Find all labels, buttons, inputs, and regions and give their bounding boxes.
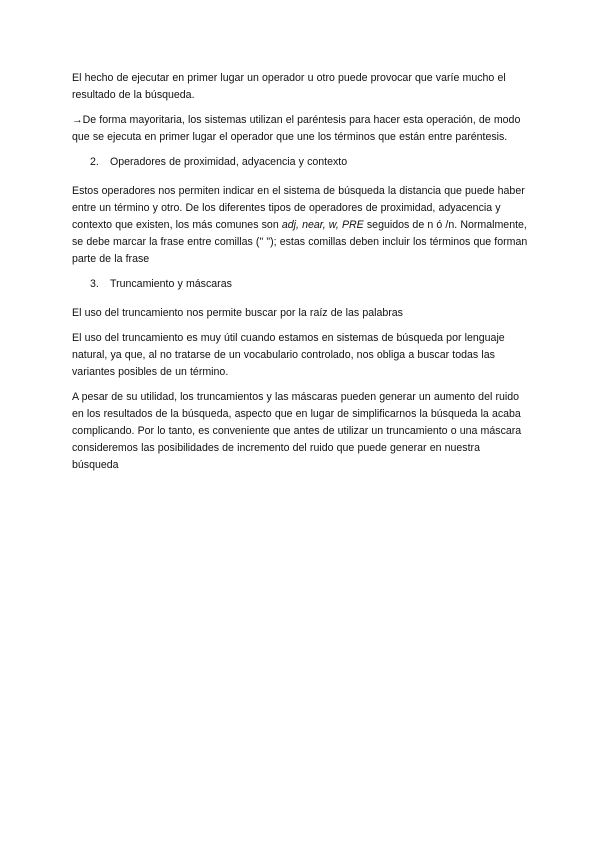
paragraph-proximity-operators [72, 183, 528, 268]
list-number: 2. [90, 156, 99, 168]
list-item-truncation [90, 276, 528, 293]
paragraph-text: seguidos de n ó /n. Normalmente, se debe marcar la frase entre comillas (" "); estas comillas deben incluir los términos que forman parte de la frase [72, 219, 528, 265]
paragraph-truncation-root: El uso del truncamiento nos permite buscar por la raíz de las palabras [72, 307, 403, 319]
paragraph-truncation-natural-language: El uso del truncamiento es muy útil cuando estamos en sistemas de búsqueda por lenguaje natural, ya que, al no tratarse de un vocabulario controlado, nos obliga a buscar todas las variantes posibles de un término. [72, 332, 505, 378]
list-number: 3. [90, 278, 99, 290]
paragraph-parentheses: →De forma mayoritaria, los sistemas utilizan el paréntesis para hacer esta operación, de modo que se ejecuta en primer lugar el operador que une los términos que están entre paréntesis. [72, 114, 521, 143]
paragraph-truncation-noise: A pesar de su utilidad, los truncamientos y las máscaras pueden generar un aumento del ruido en los resultados de la búsqueda, aspecto que en lugar de simplificarnos la búsqueda la acaba complicando. Por lo tanto, es conveniente que antes de utilizar un truncamiento o una máscara consideremos las posibilidades de incremento del ruido que puede generar en nuestra búsqueda [72, 391, 522, 471]
list-heading: Truncamiento y máscaras [110, 278, 232, 290]
paragraph-operator-order: El hecho de ejecutar en primer lugar un operador u otro puede provocar que varíe mucho el resultado de la búsqueda. [72, 72, 506, 101]
paragraph-text: Estos operadores nos permiten indicar en el sistema de búsqueda la distancia que puede haber entre un término y otro. De los diferentes tipos de operadores de proximidad, adyacencia y contexto que existen, los más comunes son [72, 185, 525, 231]
list-heading: Operadores de proximidad, adyacencia y contexto [110, 156, 348, 168]
operator-names: adj, near, w, PRE [281, 219, 364, 231]
document-body [72, 70, 528, 482]
list-item-proximity [90, 154, 528, 171]
